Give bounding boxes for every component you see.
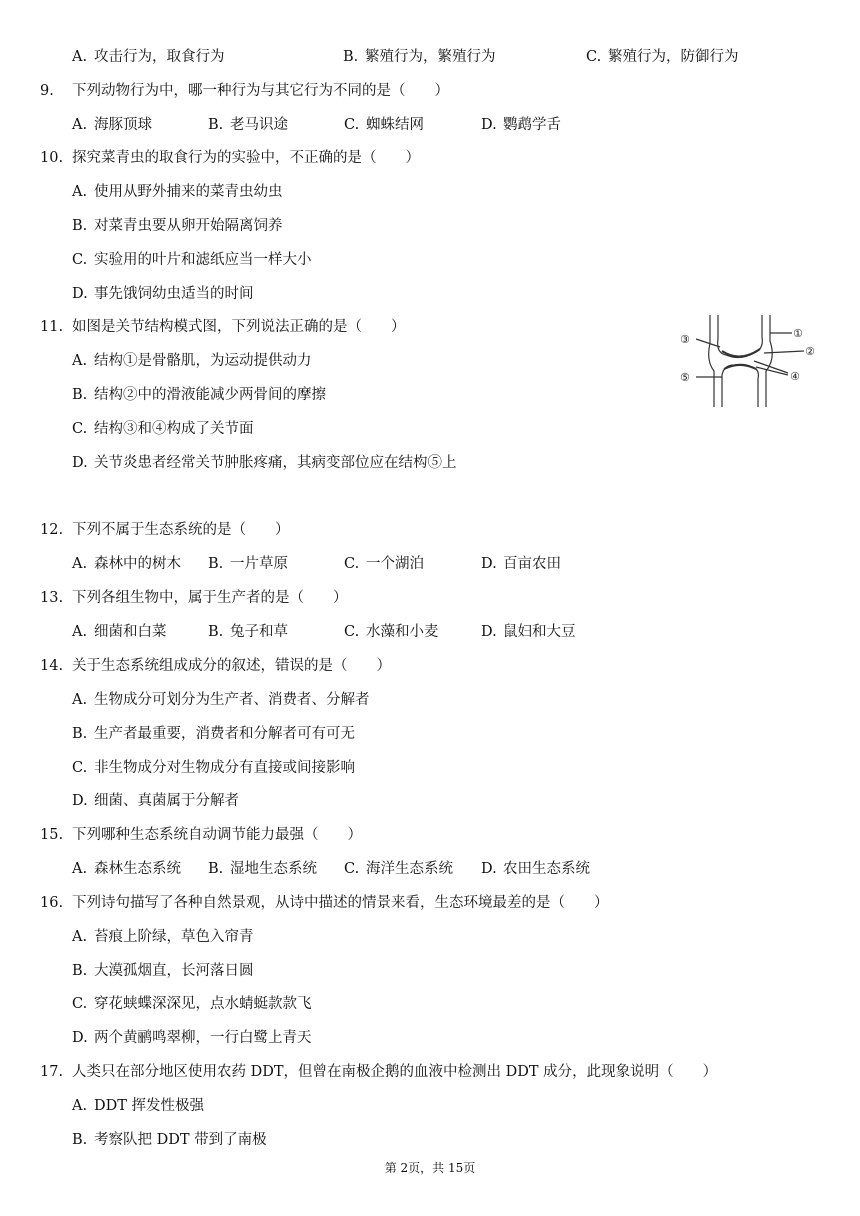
- joint-capsule-left: [709, 315, 714, 407]
- option-a: A. 结构①是骨骼肌，为运动提供动力: [72, 353, 312, 369]
- option-b: B. 老马识途: [208, 117, 288, 133]
- option-c: C. 海洋生态系统: [344, 861, 453, 877]
- question-number: 13.: [40, 590, 64, 606]
- leader-line-3: [696, 339, 720, 347]
- question-number: 16.: [40, 895, 64, 911]
- option-a: A. 森林中的树木: [72, 556, 181, 572]
- question-number: 14.: [40, 658, 64, 674]
- option-a: A. 森林生态系统: [72, 861, 181, 877]
- question-text: 如图是关节结构模式图，下列说法正确的是（ ）: [72, 319, 406, 335]
- option-b: B. 一片草原: [208, 556, 288, 572]
- option-c: C. 水藻和小麦: [344, 624, 439, 640]
- lower-bone-outline: [722, 364, 758, 407]
- question-number: 11.: [40, 319, 64, 335]
- question-text: 关于生态系统组成成分的叙述，错误的是（ ）: [72, 658, 391, 674]
- option-c: C. 实验用的叶片和滤纸应当一样大小: [72, 252, 312, 268]
- joint-structure-figure: [676, 313, 822, 409]
- option-b: B. 湿地生态系统: [208, 861, 317, 877]
- option-d: D. 关节炎患者经常关节肿胀疼痛，其病变部位应在结构⑤上: [72, 455, 457, 471]
- option-c: C. 一个湖泊: [344, 556, 424, 572]
- option-d: D. 农田生态系统: [481, 861, 590, 877]
- figure-label-5: ⑤: [680, 371, 690, 384]
- option-a: A. 海豚顶球: [72, 117, 152, 133]
- option-a: A. 生物成分可划分为生产者、消费者、分解者: [72, 692, 370, 708]
- option-d: D. 事先饿饲幼虫适当的时间: [72, 286, 254, 302]
- question-number: 9.: [40, 83, 54, 99]
- option-d: D. 鼠妇和大豆: [481, 624, 576, 640]
- question-text: 人类只在部分地区使用农药 DDT，但曾在南极企鹅的血液中检测出 DDT 成分，此现象说明（ ）: [72, 1064, 718, 1080]
- question-number: 10.: [40, 150, 64, 166]
- figure-label-3: ③: [680, 333, 690, 346]
- leader-line-2: [764, 351, 804, 353]
- option-c: C. 非生物成分对生物成分有直接或间接影响: [72, 760, 355, 776]
- option-b: B. 繁殖行为，繁殖行为: [343, 49, 496, 65]
- page-footer: 第 2页，共 15页: [384, 1161, 476, 1175]
- option-b: B. 考察队把 DDT 带到了南极: [72, 1132, 267, 1148]
- figure-label-1: ①: [793, 327, 803, 340]
- option-b: B. 对菜青虫要从卵开始隔离饲养: [72, 218, 283, 234]
- option-b: B. 生产者最重要，消费者和分解者可有可无: [72, 726, 355, 742]
- option-c: C. 繁殖行为，防御行为: [586, 49, 739, 65]
- option-c: C. 结构③和④构成了关节面: [72, 421, 254, 437]
- option-d: D. 百亩农田: [481, 556, 561, 572]
- question-text: 下列动物行为中，哪一种行为与其它行为不同的是（ ）: [72, 83, 449, 99]
- joint-capsule-right: [766, 315, 772, 407]
- option-d: D. 细菌、真菌属于分解者: [72, 793, 239, 809]
- option-a: A. 攻击行为，取食行为: [72, 49, 225, 65]
- question-text: 下列诗句描写了各种自然景观，从诗中描述的情景来看，生态环境最差的是（ ）: [72, 895, 609, 911]
- option-b: B. 结构②中的滑液能减少两骨间的摩擦: [72, 387, 326, 403]
- option-a: A. 苔痕上阶绿，草色入帘青: [72, 929, 254, 945]
- option-a: A. DDT 挥发性极强: [72, 1098, 205, 1114]
- option-c: C. 蜘蛛结网: [344, 117, 424, 133]
- option-b: B. 大漠孤烟直，长河落日圆: [72, 963, 254, 979]
- question-text: 下列各组生物中，属于生产者的是（ ）: [72, 590, 348, 606]
- figure-label-4: ④: [790, 370, 800, 383]
- question-number: 15.: [40, 827, 64, 843]
- option-b: B. 兔子和草: [208, 624, 288, 640]
- question-number: 12.: [40, 522, 64, 538]
- option-a: A. 使用从野外捕来的菜青虫幼虫: [72, 184, 283, 200]
- figure-label-2: ②: [805, 345, 815, 358]
- question-text: 下列哪种生态系统自动调节能力最强（ ）: [72, 827, 362, 843]
- question-number: 17.: [40, 1064, 64, 1080]
- option-a: A. 细菌和白菜: [72, 624, 167, 640]
- question-text: 探究菜青虫的取食行为的实验中，不正确的是（ ）: [72, 150, 420, 166]
- option-d: D. 鹦鹉学舌: [481, 117, 561, 133]
- option-c: C. 穿花蛱蝶深深见，点水蜻蜓款款飞: [72, 996, 312, 1012]
- option-d: D. 两个黄鹂鸣翠柳，一行白鹭上青天: [72, 1030, 312, 1046]
- question-text: 下列不属于生态系统的是（ ）: [72, 522, 290, 538]
